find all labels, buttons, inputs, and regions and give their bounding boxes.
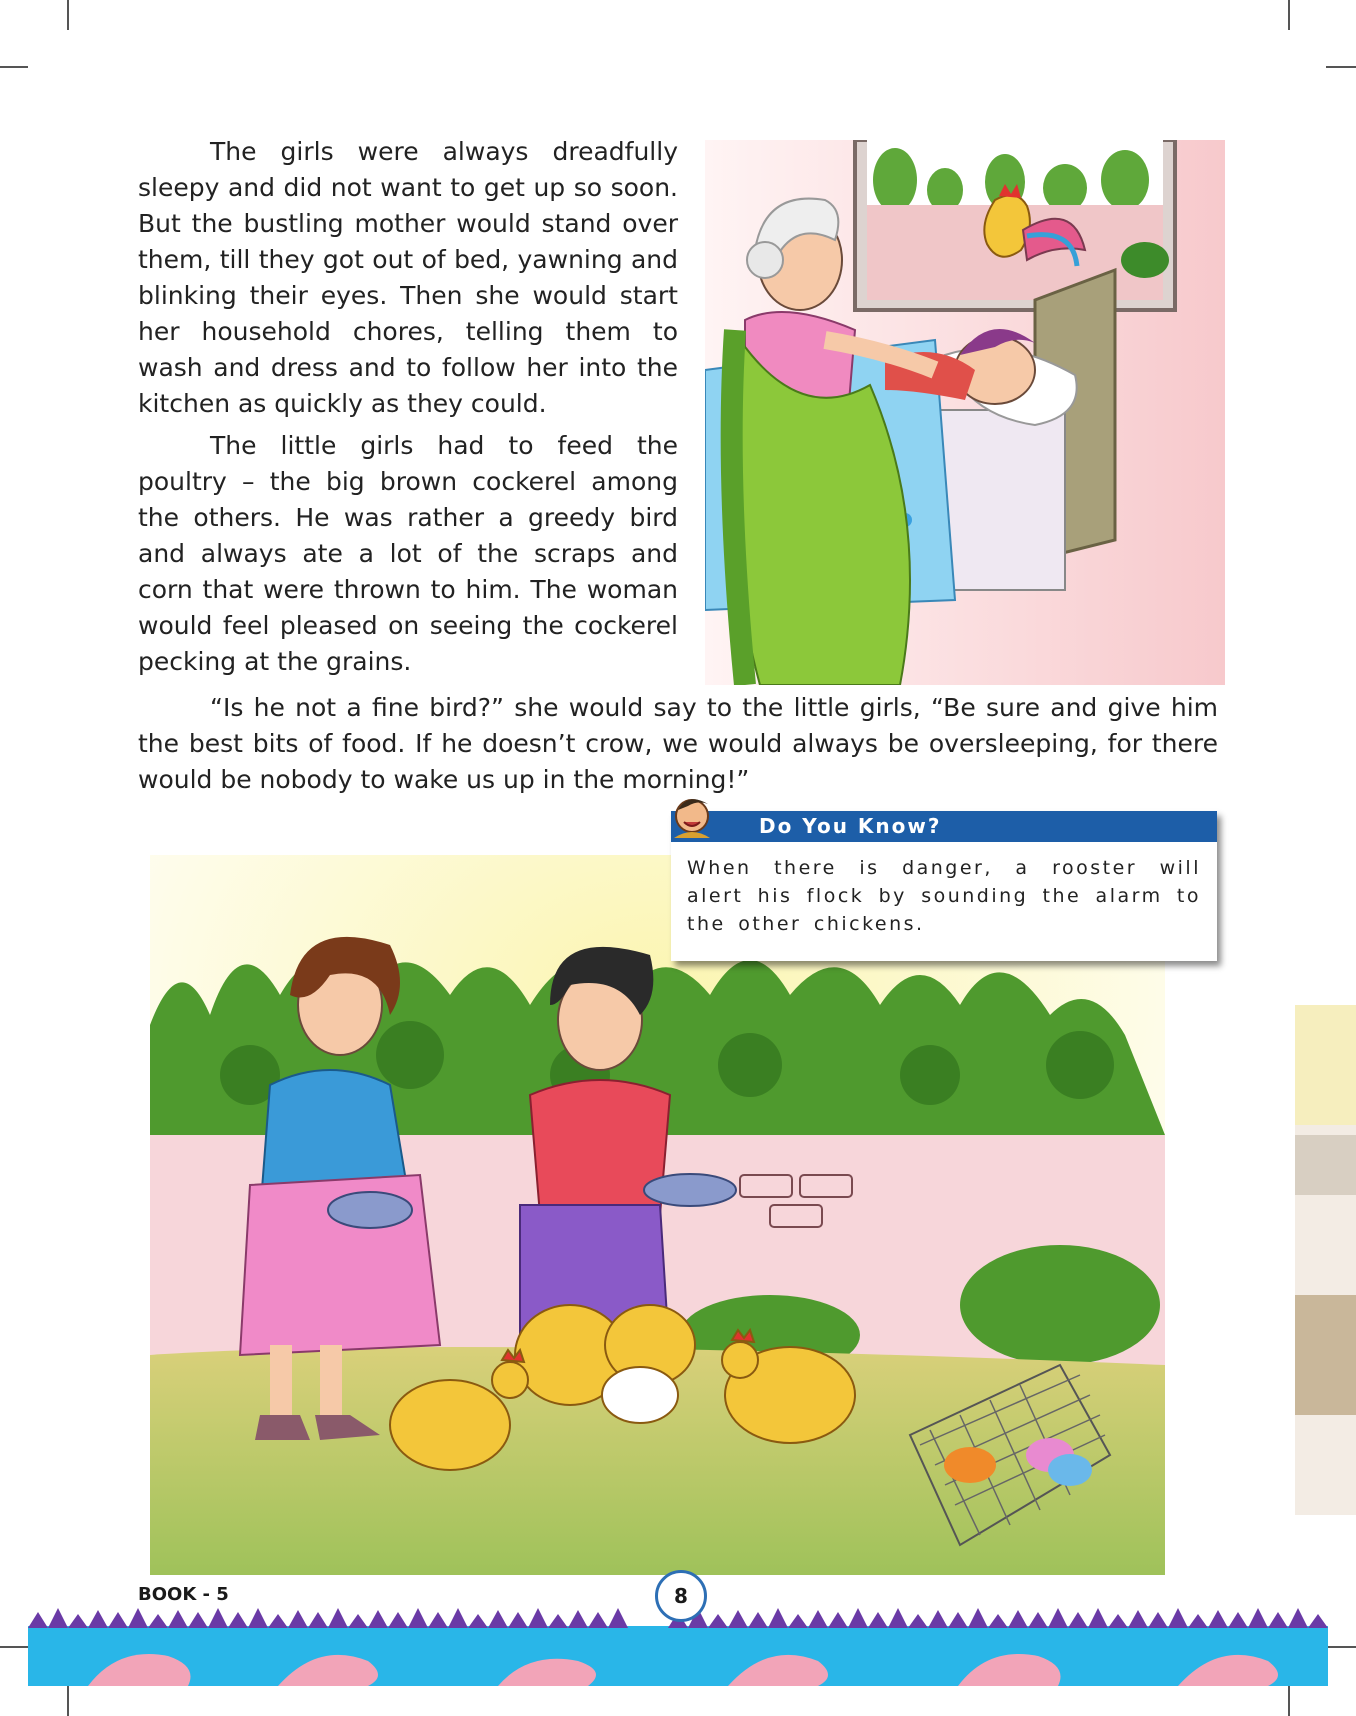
book-label: BOOK - 5: [138, 1584, 229, 1605]
page-number: 8: [655, 1570, 707, 1622]
crop-mark: [0, 1646, 28, 1648]
crop-mark: [67, 1686, 69, 1716]
illustration-mother-waking-girl: [705, 140, 1225, 685]
crop-mark: [1326, 1646, 1356, 1648]
crop-mark: [67, 0, 69, 30]
boy-mascot-icon: [668, 792, 720, 842]
crop-mark: [1288, 1686, 1290, 1716]
next-page-illustration-edge: [1295, 1005, 1356, 1515]
story-paragraph-2: The little girls had to feed the poultry – the big brown cockerel among the others. He was rather a greedy bird and always ate a lot of the scraps and corn that were thrown to him. The woman would feel pleased on seeing the cockerel pecking at the grains.: [138, 431, 678, 676]
crop-mark: [1326, 66, 1356, 68]
story-paragraph-1: The girls were always dreadfully sleepy and did not want to get up so soon. But the bustling mother would stand over them, till they got out of bed, yawning and blinking their eyes. Then she would start her household chores, telling them to wash and dress and to follow her into the kitchen as quickly as they could.: [138, 137, 678, 418]
crop-mark: [1288, 0, 1290, 30]
illustration-girls-feeding-hens: [150, 855, 1165, 1575]
story-paragraph-3: “Is he not a fine bird?” she would say to the little girls, “Be sure and give him the best bits of food. If he doesn’t crow, we would always be oversleeping, for there would be nobody to wake us up in the morning!”: [138, 693, 1218, 794]
do-you-know-text: When there is danger, a rooster will alert his flock by sounding the alarm to the other chickens.: [687, 857, 1201, 935]
do-you-know-title: Do You Know?: [671, 811, 1217, 842]
crop-mark: [0, 66, 28, 68]
do-you-know-box: [671, 811, 1217, 961]
